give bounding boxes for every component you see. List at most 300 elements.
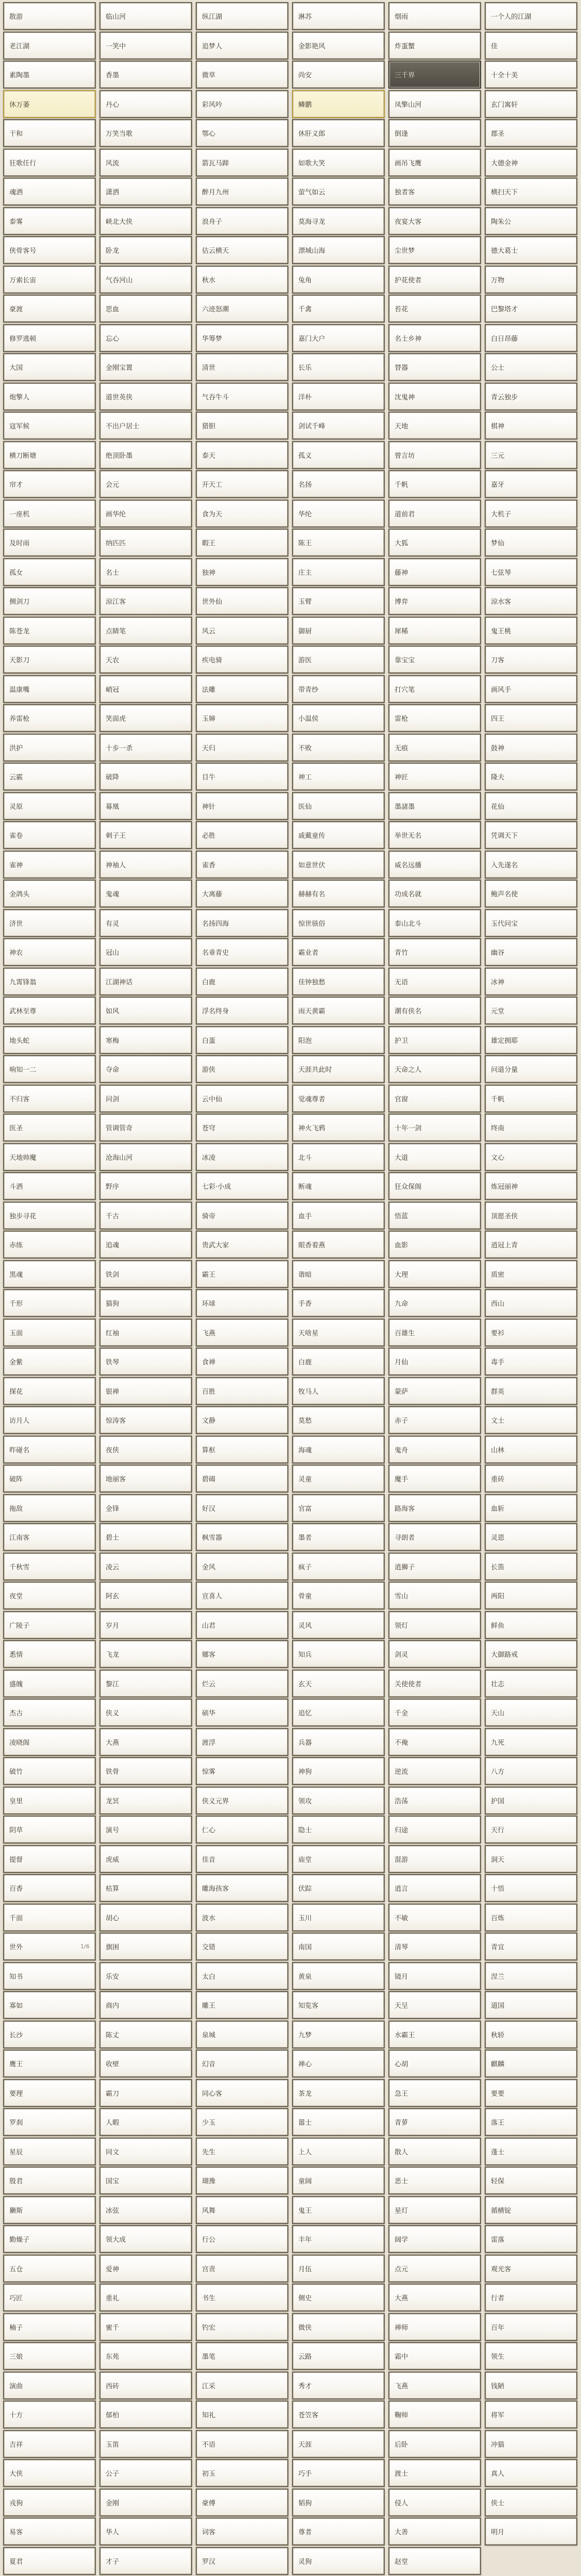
title-cell[interactable] (388, 178, 481, 206)
title-cell[interactable] (99, 2108, 192, 2136)
title-cell[interactable] (388, 90, 481, 118)
title-cell[interactable] (388, 470, 481, 498)
title-cell[interactable] (388, 1406, 481, 1434)
title-cell[interactable] (485, 675, 577, 703)
title-cell[interactable] (196, 2401, 288, 2428)
title-cell[interactable] (292, 1436, 385, 1463)
title-cell[interactable] (292, 1611, 385, 1639)
title-cell[interactable] (99, 675, 192, 703)
title-cell[interactable] (388, 149, 481, 177)
title-cell[interactable] (485, 1436, 577, 1463)
title-cell[interactable] (388, 2138, 481, 2165)
title-cell[interactable] (99, 1319, 192, 1346)
title-cell[interactable] (485, 1114, 577, 1141)
title-cell[interactable] (388, 2, 481, 30)
title-cell[interactable] (196, 2138, 288, 2165)
title-cell[interactable] (292, 1406, 385, 1434)
title-cell[interactable] (196, 529, 288, 557)
title-cell[interactable] (99, 880, 192, 908)
title-cell[interactable] (292, 32, 385, 60)
title-cell[interactable] (388, 2284, 481, 2311)
title-cell[interactable] (292, 1377, 385, 1405)
title-cell[interactable] (3, 2079, 96, 2107)
title-cell[interactable] (292, 1055, 385, 1083)
title-cell[interactable] (388, 2255, 481, 2282)
title-cell[interactable] (485, 1816, 577, 1843)
title-cell[interactable] (196, 851, 288, 879)
title-cell[interactable] (292, 558, 385, 586)
title-cell[interactable] (196, 2196, 288, 2224)
title-cell[interactable] (99, 1787, 192, 1814)
title-cell[interactable] (485, 178, 577, 206)
title-cell[interactable] (485, 763, 577, 791)
title-cell[interactable] (3, 1816, 96, 1843)
title-cell[interactable] (485, 1406, 577, 1434)
title-cell[interactable] (196, 2284, 288, 2311)
title-cell[interactable] (388, 353, 481, 381)
title-cell[interactable] (99, 2167, 192, 2194)
title-cell[interactable] (3, 938, 96, 966)
title-cell[interactable] (388, 412, 481, 440)
title-cell[interactable] (388, 236, 481, 264)
title-cell[interactable] (196, 1465, 288, 1492)
title-cell[interactable] (388, 1085, 481, 1113)
title-cell[interactable] (485, 2138, 577, 2165)
title-cell[interactable] (388, 792, 481, 820)
title-cell[interactable] (388, 2547, 481, 2575)
title-cell[interactable] (485, 1143, 577, 1171)
title-cell[interactable] (196, 2459, 288, 2487)
title-cell[interactable] (485, 1553, 577, 1580)
title-cell[interactable] (99, 295, 192, 323)
title-cell[interactable] (292, 266, 385, 294)
title-cell[interactable] (99, 2459, 192, 2487)
title-cell[interactable] (99, 1991, 192, 2019)
title-cell[interactable] (485, 266, 577, 294)
title-cell[interactable] (292, 383, 385, 411)
title-cell[interactable] (485, 646, 577, 674)
title-cell[interactable] (388, 119, 481, 147)
title-cell[interactable] (388, 646, 481, 674)
title-cell[interactable] (292, 1114, 385, 1141)
title-cell[interactable] (292, 2, 385, 30)
title-cell[interactable] (3, 441, 96, 469)
title-cell[interactable] (388, 1202, 481, 1230)
title-cell[interactable] (485, 2108, 577, 2136)
title-cell[interactable] (196, 2, 288, 30)
title-cell[interactable] (99, 1670, 192, 1697)
title-cell[interactable] (388, 1465, 481, 1492)
title-cell[interactable] (485, 1845, 577, 1873)
title-cell[interactable] (99, 2021, 192, 2048)
title-cell[interactable] (99, 2489, 192, 2516)
title-cell[interactable] (388, 32, 481, 60)
title-cell[interactable] (292, 441, 385, 469)
title-cell[interactable] (485, 2021, 577, 2048)
title-cell[interactable] (99, 470, 192, 498)
title-cell[interactable] (3, 90, 96, 118)
title-cell[interactable] (292, 2459, 385, 2487)
title-cell[interactable] (196, 1348, 288, 1375)
title-cell[interactable] (3, 2284, 96, 2311)
title-cell[interactable] (485, 353, 577, 381)
title-cell[interactable] (196, 1289, 288, 1317)
title-cell[interactable] (388, 61, 481, 89)
title-cell[interactable] (292, 2108, 385, 2136)
title-cell[interactable] (3, 617, 96, 645)
title-cell[interactable] (388, 1699, 481, 1726)
title-cell[interactable] (388, 2372, 481, 2399)
title-cell[interactable] (196, 353, 288, 381)
title-cell[interactable] (3, 1289, 96, 1317)
title-cell[interactable] (196, 1816, 288, 1843)
title-cell[interactable] (99, 1289, 192, 1317)
title-cell[interactable] (3, 734, 96, 762)
title-cell[interactable] (388, 1991, 481, 2019)
title-cell[interactable] (292, 2518, 385, 2545)
title-cell[interactable] (3, 587, 96, 615)
title-cell[interactable] (388, 2401, 481, 2428)
title-cell[interactable] (292, 1289, 385, 1317)
title-cell[interactable] (3, 2342, 96, 2370)
title-cell[interactable] (292, 1670, 385, 1697)
title-cell[interactable] (485, 587, 577, 615)
title-cell[interactable] (485, 2167, 577, 2194)
title-cell[interactable] (292, 90, 385, 118)
title-cell[interactable] (485, 1904, 577, 1931)
title-cell[interactable] (99, 119, 192, 147)
title-cell[interactable] (99, 2372, 192, 2399)
title-cell[interactable] (388, 500, 481, 528)
title-cell[interactable] (388, 1231, 481, 1258)
title-cell[interactable] (485, 997, 577, 1024)
title-cell[interactable] (196, 32, 288, 60)
title-cell[interactable] (196, 266, 288, 294)
title-cell[interactable] (485, 2225, 577, 2253)
title-cell[interactable] (388, 2079, 481, 2107)
title-cell[interactable] (485, 529, 577, 557)
title-cell[interactable] (3, 1787, 96, 1814)
title-cell[interactable] (99, 792, 192, 820)
title-cell[interactable] (99, 1055, 192, 1083)
title-cell[interactable] (388, 1114, 481, 1141)
title-cell[interactable] (196, 178, 288, 206)
title-cell[interactable] (196, 1582, 288, 1609)
title-cell[interactable] (485, 383, 577, 411)
title-cell[interactable] (485, 470, 577, 498)
title-cell[interactable] (99, 236, 192, 264)
title-cell[interactable] (292, 2430, 385, 2458)
title-cell[interactable] (3, 2313, 96, 2341)
title-cell[interactable] (292, 2342, 385, 2370)
title-cell[interactable] (99, 587, 192, 615)
title-cell[interactable] (292, 2021, 385, 2048)
title-cell[interactable] (3, 851, 96, 879)
title-cell[interactable] (99, 1026, 192, 1054)
title-cell[interactable] (388, 1260, 481, 1288)
title-cell[interactable] (292, 529, 385, 557)
title-cell[interactable] (3, 500, 96, 528)
title-cell[interactable] (196, 734, 288, 762)
title-cell[interactable] (485, 500, 577, 528)
title-cell[interactable] (99, 997, 192, 1024)
title-cell[interactable] (292, 1845, 385, 1873)
title-cell[interactable] (485, 938, 577, 966)
title-cell[interactable] (388, 2021, 481, 2048)
title-cell[interactable] (99, 1757, 192, 1785)
title-cell[interactable] (196, 119, 288, 147)
title-cell[interactable] (3, 2255, 96, 2282)
title-cell[interactable] (99, 178, 192, 206)
title-cell[interactable] (196, 1143, 288, 1171)
title-cell[interactable] (388, 734, 481, 762)
title-cell[interactable] (99, 90, 192, 118)
title-cell[interactable] (99, 1962, 192, 1990)
title-cell[interactable] (388, 763, 481, 791)
title-cell[interactable] (196, 1991, 288, 2019)
title-cell[interactable] (485, 90, 577, 118)
title-cell[interactable] (292, 1787, 385, 1814)
title-cell[interactable] (3, 236, 96, 264)
title-cell[interactable] (292, 2489, 385, 2516)
title-cell[interactable] (196, 2313, 288, 2341)
title-cell[interactable] (388, 821, 481, 849)
title-cell[interactable] (388, 675, 481, 703)
title-cell[interactable] (3, 149, 96, 177)
title-cell[interactable] (99, 1523, 192, 1551)
title-cell[interactable] (99, 2050, 192, 2077)
title-cell[interactable] (196, 149, 288, 177)
title-cell[interactable] (196, 909, 288, 937)
title-cell[interactable] (388, 1933, 481, 1960)
title-cell[interactable] (3, 1202, 96, 1230)
title-cell[interactable] (292, 2255, 385, 2282)
title-cell[interactable] (99, 1172, 192, 1200)
title-cell[interactable] (99, 61, 192, 89)
title-cell[interactable] (3, 2050, 96, 2077)
title-cell[interactable] (292, 2050, 385, 2077)
title-cell[interactable] (99, 1728, 192, 1756)
title-cell[interactable] (99, 938, 192, 966)
title-cell[interactable] (196, 646, 288, 674)
title-cell[interactable] (388, 207, 481, 235)
title-cell[interactable] (388, 2430, 481, 2458)
title-cell[interactable] (3, 1085, 96, 1113)
title-cell[interactable] (292, 909, 385, 937)
title-cell[interactable] (292, 1494, 385, 1522)
title-cell[interactable] (485, 2313, 577, 2341)
title-cell[interactable] (99, 1494, 192, 1522)
title-cell[interactable] (485, 2050, 577, 2077)
title-cell[interactable] (3, 383, 96, 411)
title-cell[interactable] (485, 2342, 577, 2370)
title-cell[interactable] (99, 558, 192, 586)
title-cell[interactable] (99, 1348, 192, 1375)
title-cell[interactable] (388, 997, 481, 1024)
title-cell[interactable] (485, 880, 577, 908)
title-cell[interactable] (292, 178, 385, 206)
title-cell[interactable] (99, 1933, 192, 1960)
title-cell[interactable] (292, 1231, 385, 1258)
title-cell[interactable] (485, 2489, 577, 2516)
title-cell[interactable] (292, 1874, 385, 1902)
title-cell[interactable] (196, 441, 288, 469)
title-cell[interactable] (388, 1172, 481, 1200)
title-cell[interactable] (99, 149, 192, 177)
title-cell[interactable] (292, 2225, 385, 2253)
title-cell[interactable] (485, 1055, 577, 1083)
title-cell[interactable] (388, 441, 481, 469)
title-cell[interactable] (196, 295, 288, 323)
title-cell[interactable] (99, 441, 192, 469)
title-cell[interactable] (485, 2196, 577, 2224)
title-cell[interactable] (99, 617, 192, 645)
title-cell[interactable] (99, 2430, 192, 2458)
title-cell[interactable] (485, 2284, 577, 2311)
title-cell[interactable] (3, 1172, 96, 1200)
title-cell[interactable] (388, 587, 481, 615)
title-cell[interactable] (99, 2225, 192, 2253)
title-cell[interactable] (292, 2079, 385, 2107)
title-cell[interactable] (485, 1085, 577, 1113)
title-cell[interactable] (292, 2313, 385, 2341)
title-cell[interactable] (292, 1962, 385, 1990)
title-cell[interactable] (388, 968, 481, 996)
title-cell[interactable] (485, 2255, 577, 2282)
title-cell[interactable] (3, 2547, 96, 2575)
title-cell[interactable] (3, 412, 96, 440)
title-cell[interactable] (99, 2255, 192, 2282)
title-cell[interactable] (196, 1494, 288, 1522)
title-cell[interactable] (485, 61, 577, 89)
title-cell[interactable] (292, 1465, 385, 1492)
title-cell[interactable] (292, 1991, 385, 2019)
title-cell[interactable] (388, 2196, 481, 2224)
title-cell[interactable] (292, 1085, 385, 1113)
title-cell[interactable] (292, 880, 385, 908)
title-cell[interactable] (3, 2430, 96, 2458)
title-cell[interactable] (99, 763, 192, 791)
title-cell[interactable] (3, 207, 96, 235)
title-cell[interactable] (485, 1962, 577, 1990)
title-cell[interactable] (196, 763, 288, 791)
title-cell[interactable] (3, 2167, 96, 2194)
title-cell[interactable] (196, 2167, 288, 2194)
title-cell[interactable] (485, 1319, 577, 1346)
title-cell[interactable] (196, 2021, 288, 2048)
title-cell[interactable] (388, 1289, 481, 1317)
title-cell[interactable] (292, 968, 385, 996)
title-cell[interactable] (99, 383, 192, 411)
title-cell[interactable] (388, 938, 481, 966)
title-cell[interactable] (388, 1494, 481, 1522)
title-cell[interactable] (388, 1377, 481, 1405)
title-cell[interactable] (292, 500, 385, 528)
title-cell[interactable] (292, 1143, 385, 1171)
title-cell[interactable] (99, 851, 192, 879)
title-cell[interactable] (388, 2108, 481, 2136)
title-cell[interactable] (292, 1319, 385, 1346)
title-cell[interactable] (99, 1640, 192, 1668)
title-cell[interactable] (99, 500, 192, 528)
title-cell[interactable] (485, 1699, 577, 1726)
title-cell[interactable] (196, 2489, 288, 2516)
title-cell[interactable] (292, 61, 385, 89)
title-cell[interactable] (3, 2225, 96, 2253)
title-cell[interactable] (99, 1465, 192, 1492)
title-cell[interactable] (99, 1143, 192, 1171)
title-cell[interactable] (292, 1348, 385, 1375)
title-cell[interactable] (99, 1114, 192, 1141)
title-cell[interactable] (99, 704, 192, 732)
title-cell[interactable] (388, 2313, 481, 2341)
title-cell[interactable] (99, 1231, 192, 1258)
title-cell[interactable] (99, 2079, 192, 2107)
title-cell[interactable] (388, 2459, 481, 2487)
title-cell[interactable] (292, 1523, 385, 1551)
title-cell[interactable] (485, 1494, 577, 1522)
title-cell[interactable] (196, 2372, 288, 2399)
title-cell[interactable] (388, 383, 481, 411)
title-cell[interactable] (292, 149, 385, 177)
title-cell[interactable] (196, 1114, 288, 1141)
title-cell[interactable] (196, 2225, 288, 2253)
title-cell[interactable] (3, 1055, 96, 1083)
title-cell[interactable] (485, 1348, 577, 1375)
title-cell[interactable] (99, 2342, 192, 2370)
title-cell[interactable] (3, 119, 96, 147)
title-cell[interactable] (292, 2284, 385, 2311)
title-cell[interactable] (3, 1143, 96, 1171)
title-cell[interactable] (196, 1670, 288, 1697)
title-cell[interactable] (388, 324, 481, 352)
title-cell[interactable] (196, 1319, 288, 1346)
title-cell[interactable] (3, 763, 96, 791)
title-cell[interactable] (3, 353, 96, 381)
title-cell[interactable] (196, 2518, 288, 2545)
title-cell[interactable] (485, 2518, 577, 2545)
title-cell[interactable] (388, 1816, 481, 1843)
title-cell[interactable] (196, 1055, 288, 1083)
title-cell[interactable] (3, 2196, 96, 2224)
title-cell[interactable] (99, 2196, 192, 2224)
title-cell[interactable] (388, 1640, 481, 1668)
title-cell[interactable] (3, 1231, 96, 1258)
title-cell[interactable] (99, 1436, 192, 1463)
title-cell[interactable] (99, 324, 192, 352)
title-cell[interactable] (3, 1436, 96, 1463)
title-cell[interactable] (292, 997, 385, 1024)
title-cell[interactable] (485, 441, 577, 469)
title-cell[interactable] (292, 295, 385, 323)
title-cell[interactable] (3, 1991, 96, 2019)
title-cell[interactable] (292, 734, 385, 762)
title-cell[interactable] (196, 1260, 288, 1288)
title-cell[interactable] (3, 997, 96, 1024)
title-cell[interactable] (388, 1523, 481, 1551)
title-cell[interactable] (292, 1816, 385, 1843)
title-cell[interactable] (388, 2489, 481, 2516)
title-cell[interactable] (292, 1582, 385, 1609)
title-cell[interactable] (3, 968, 96, 996)
title-cell[interactable] (388, 1845, 481, 1873)
title-cell[interactable] (292, 1933, 385, 1960)
title-cell[interactable] (485, 2459, 577, 2487)
title-cell[interactable] (196, 1553, 288, 1580)
title-cell[interactable] (196, 1787, 288, 1814)
title-cell[interactable] (196, 2547, 288, 2575)
title-cell[interactable] (196, 1026, 288, 1054)
